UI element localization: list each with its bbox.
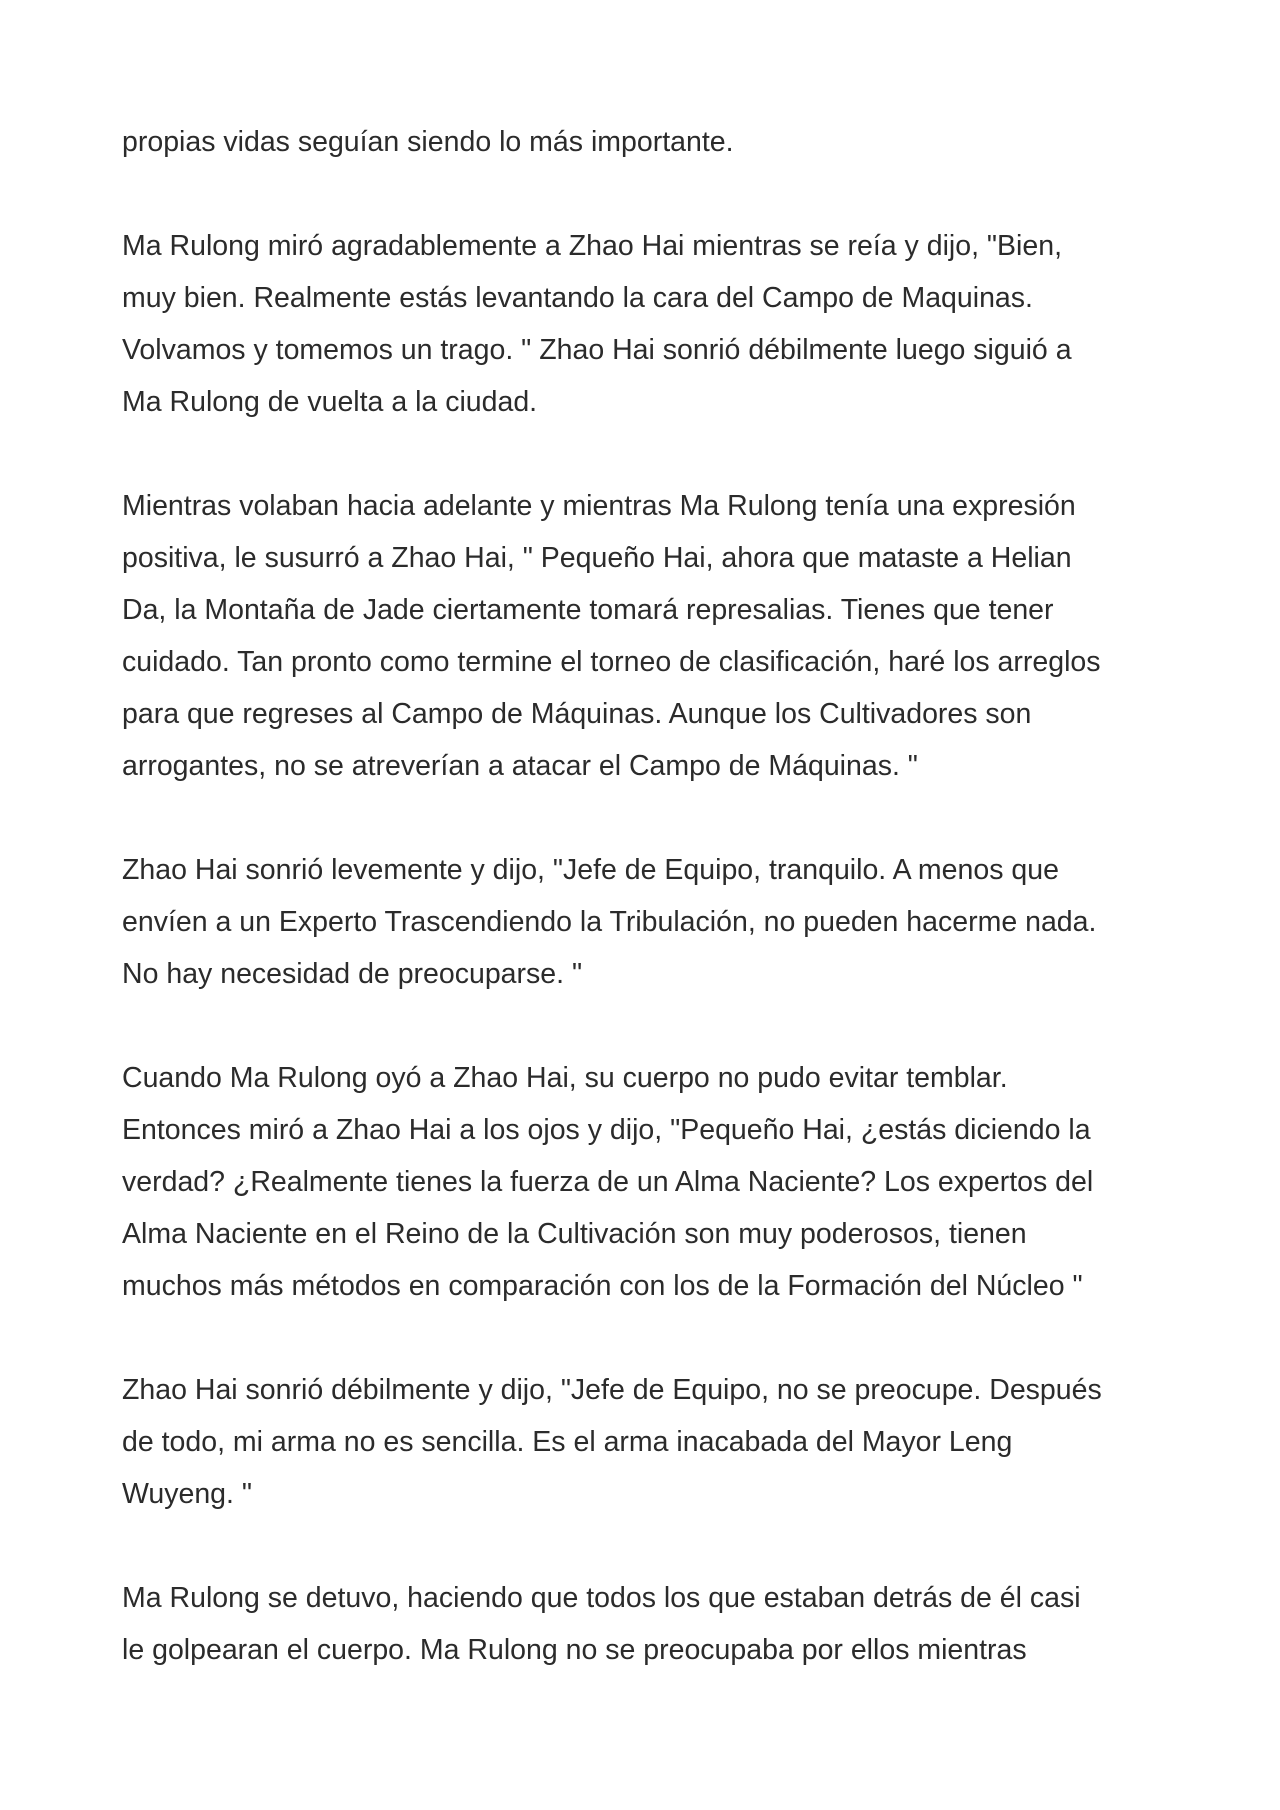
text-line: Entonces miró a Zhao Hai a los ojos y dijo, "Pequeño Hai, ¿estás diciendo la: [122, 1114, 1091, 1146]
text-line: Zhao Hai sonrió débilmente y dijo, "Jefe de Equipo, no se preocupe. Después: [122, 1374, 1102, 1406]
text-line: Ma Rulong de vuelta a la ciudad.: [122, 386, 538, 418]
text-line: Ma Rulong se detuvo, haciendo que todos los que estaban detrás de él casi: [122, 1582, 1081, 1614]
document-body: [122, 116, 1172, 1728]
text-line: Ma Rulong miró agradablemente a Zhao Hai mientras se reía y dijo, "Bien,: [122, 230, 1062, 262]
text-line: para que regreses al Campo de Máquinas. Aunque los Cultivadores son: [122, 698, 1032, 730]
paragraph-2: [122, 220, 1172, 428]
paragraph-6: [122, 1364, 1172, 1520]
text-line: cuidado. Tan pronto como termine el torneo de clasificación, haré los arreglos: [122, 646, 1101, 678]
text-line: verdad? ¿Realmente tienes la fuerza de un Alma Naciente? Los expertos del: [122, 1166, 1094, 1198]
text-line: Wuyeng. ": [122, 1478, 252, 1510]
text-line: Alma Naciente en el Reino de la Cultivación son muy poderosos, tienen: [122, 1218, 1027, 1250]
text-line: Mientras volaban hacia adelante y mientras Ma Rulong tenía una expresión: [122, 490, 1076, 522]
text-line: muy bien. Realmente estás levantando la cara del Campo de Maquinas.: [122, 282, 1033, 314]
text-line: Cuando Ma Rulong oyó a Zhao Hai, su cuerpo no pudo evitar temblar.: [122, 1062, 1008, 1094]
paragraph-5: [122, 1052, 1172, 1312]
text-line: envíen a un Experto Trascendiendo la Tribulación, no pueden hacerme nada.: [122, 906, 1097, 938]
text-line: muchos más métodos en comparación con los de la Formación del Núcleo ": [122, 1270, 1083, 1302]
text-line: Zhao Hai sonrió levemente y dijo, "Jefe de Equipo, tranquilo. A menos que: [122, 854, 1059, 886]
text-line: de todo, mi arma no es sencilla. Es el arma inacabada del Mayor Leng: [122, 1426, 1013, 1458]
paragraph-3: [122, 480, 1172, 792]
text-line: positiva, le susurró a Zhao Hai, " Pequeño Hai, ahora que mataste a Helian: [122, 542, 1072, 574]
paragraph-1: [122, 116, 1172, 168]
paragraph-4: [122, 844, 1172, 1000]
text-line: arrogantes, no se atreverían a atacar el Campo de Máquinas. ": [122, 750, 918, 782]
paragraph-7: [122, 1572, 1172, 1676]
text-line: le golpearan el cuerpo. Ma Rulong no se preocupaba por ellos mientras: [122, 1634, 1027, 1666]
text-line: Volvamos y tomemos un trago. " Zhao Hai sonrió débilmente luego siguió a: [122, 334, 1072, 366]
text-line: No hay necesidad de preocuparse. ": [122, 958, 583, 990]
text-line: propias vidas seguían siendo lo más importante.: [122, 126, 734, 158]
text-line: Da, la Montaña de Jade ciertamente tomará represalias. Tienes que tener: [122, 594, 1054, 626]
